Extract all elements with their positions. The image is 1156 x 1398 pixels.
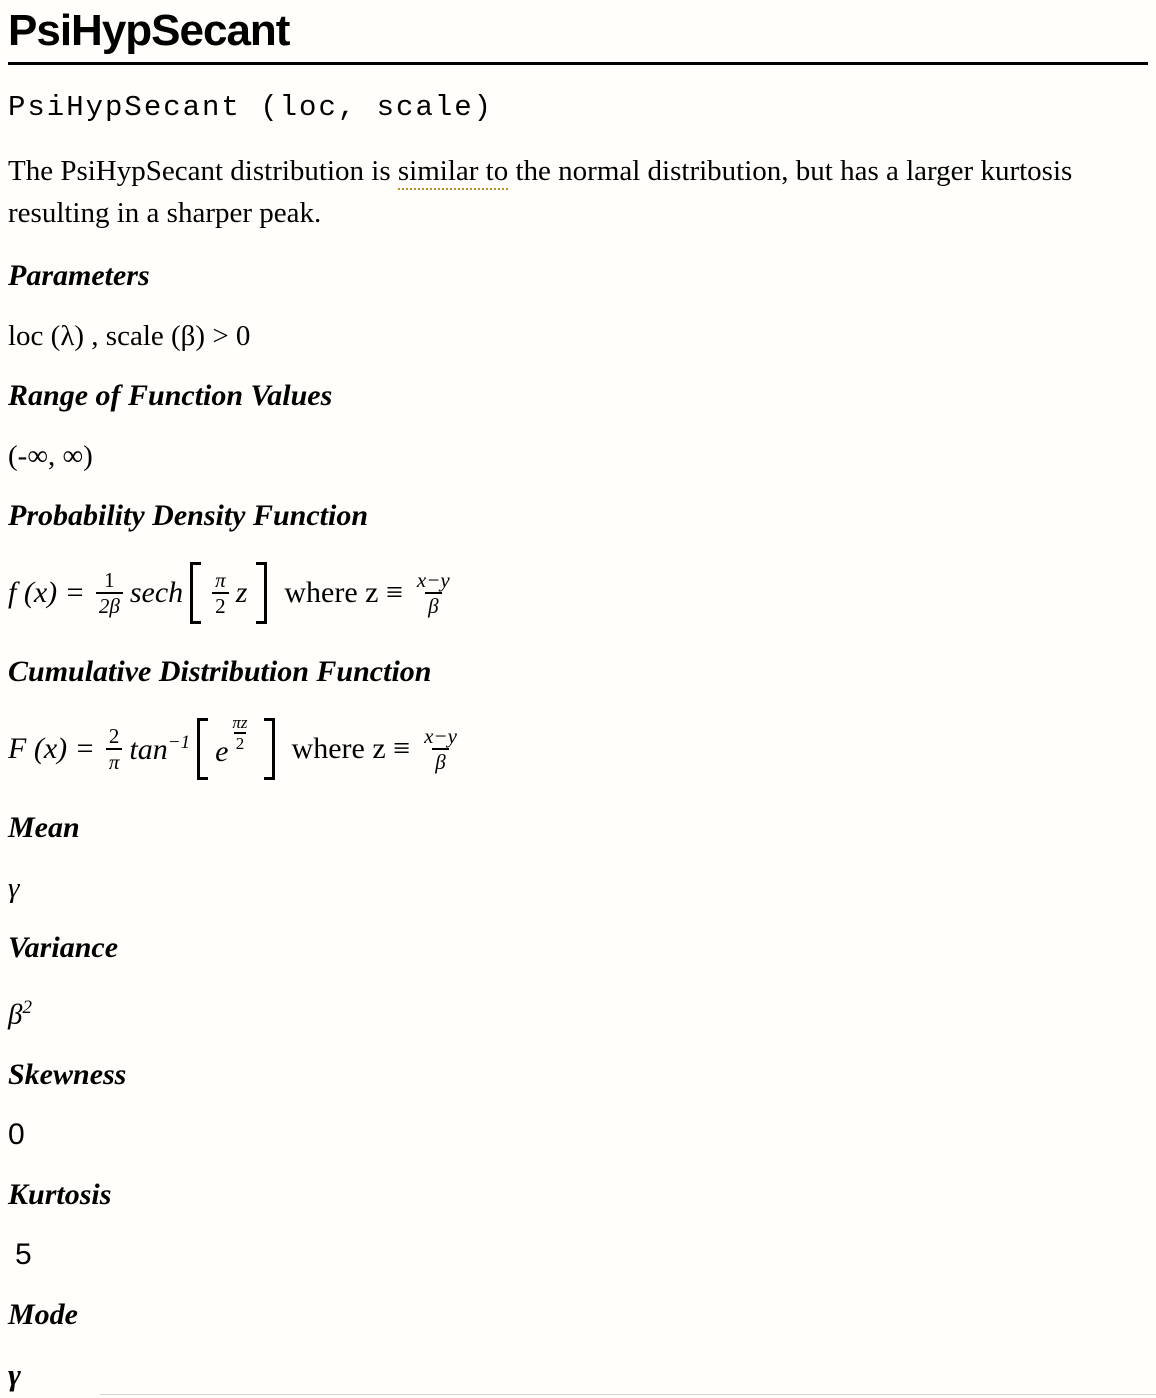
pdf-coef-numerator: 1 [104, 568, 115, 592]
partial-bottom-rule [100, 1394, 1156, 1395]
section-heading-parameters: Parameters [8, 259, 150, 292]
section-heading-range: Range of Function Values [8, 379, 333, 412]
cdf-z-fraction [421, 724, 460, 774]
cdf-formula [8, 712, 1148, 786]
right-bracket-icon [256, 562, 267, 624]
pdf-argument-fraction [212, 568, 229, 618]
cdf-function-name: $\tan^{-1}$ [129, 731, 191, 766]
section-heading-mode: Mode [8, 1297, 78, 1331]
pdf-coefficient-fraction [96, 568, 123, 618]
cdf-exp-base: e [215, 735, 229, 768]
inverse-exponent: −1 [167, 731, 191, 753]
cdf-where-clause: where z ≡ [291, 732, 411, 765]
description-paragraph [8, 150, 1108, 234]
section-heading-pdf: Probability Density Function [8, 499, 369, 532]
left-bracket-icon [197, 718, 208, 780]
pdf-arg-numerator: π [215, 568, 226, 592]
pdf-coef-denominator: 2β [96, 592, 123, 618]
cdf-exponent-fraction [229, 713, 250, 753]
left-bracket-icon [190, 562, 201, 624]
pdf-where-clause: where z ≡ [284, 576, 403, 609]
cdf-exp-numerator: πz [232, 713, 248, 732]
parameters-value: loc (λ) , scale (β) > 0 [8, 320, 251, 352]
variance-base: β [8, 998, 23, 1031]
pdf-z-fraction [414, 568, 453, 618]
variance-value [8, 990, 1148, 1033]
function-signature: PsiHypSecant (loc, scale) [8, 91, 494, 124]
section-heading-kurtosis: Kurtosis [8, 1177, 112, 1211]
section-heading-mean: Mean [8, 811, 80, 844]
section-heading-skewness: Skewness [8, 1057, 127, 1091]
spellcheck-underlined-text: similar to [398, 155, 508, 190]
cdf-lhs: F (x) = [8, 732, 95, 765]
right-bracket-icon [264, 718, 275, 780]
description-text-after: the normal distribution, but has a larger kurtosis resulting in a sharper peak. [8, 155, 1073, 229]
page-header [8, 6, 1148, 65]
cdf-coefficient-fraction [106, 724, 123, 774]
pdf-function-name: sech [129, 576, 184, 609]
cdf-coef-denominator: π [106, 748, 123, 774]
cdf-z-numerator: x−y [424, 724, 457, 748]
pdf-arg-variable: z [235, 576, 248, 609]
pdf-formula [8, 556, 1148, 630]
description-text-before: The PsiHypSecant distribution is [8, 155, 398, 187]
range-value: (-∞, ∞) [8, 440, 93, 472]
section-heading-variance: Variance [8, 931, 119, 964]
skewness-value: 0 [8, 1117, 25, 1151]
title-rule [8, 62, 1148, 65]
page-title: PsiHypSecant [8, 6, 290, 55]
cdf-exp-denominator: 2 [235, 734, 245, 753]
pdf-z-denominator: β [425, 592, 441, 618]
cdf-coef-numerator: 2 [108, 724, 120, 748]
mean-value: γ [8, 872, 20, 904]
pdf-arg-denominator: 2 [212, 592, 229, 618]
kurtosis-value: 5 [15, 1237, 32, 1271]
variance-exponent: 2 [22, 997, 32, 1018]
section-heading-cdf: Cumulative Distribution Function [8, 655, 432, 688]
cdf-z-denominator: β [432, 748, 448, 774]
mode-value: γ [8, 1356, 21, 1392]
pdf-lhs: f (x) = [8, 576, 85, 609]
pdf-z-numerator: x−y [416, 568, 450, 592]
